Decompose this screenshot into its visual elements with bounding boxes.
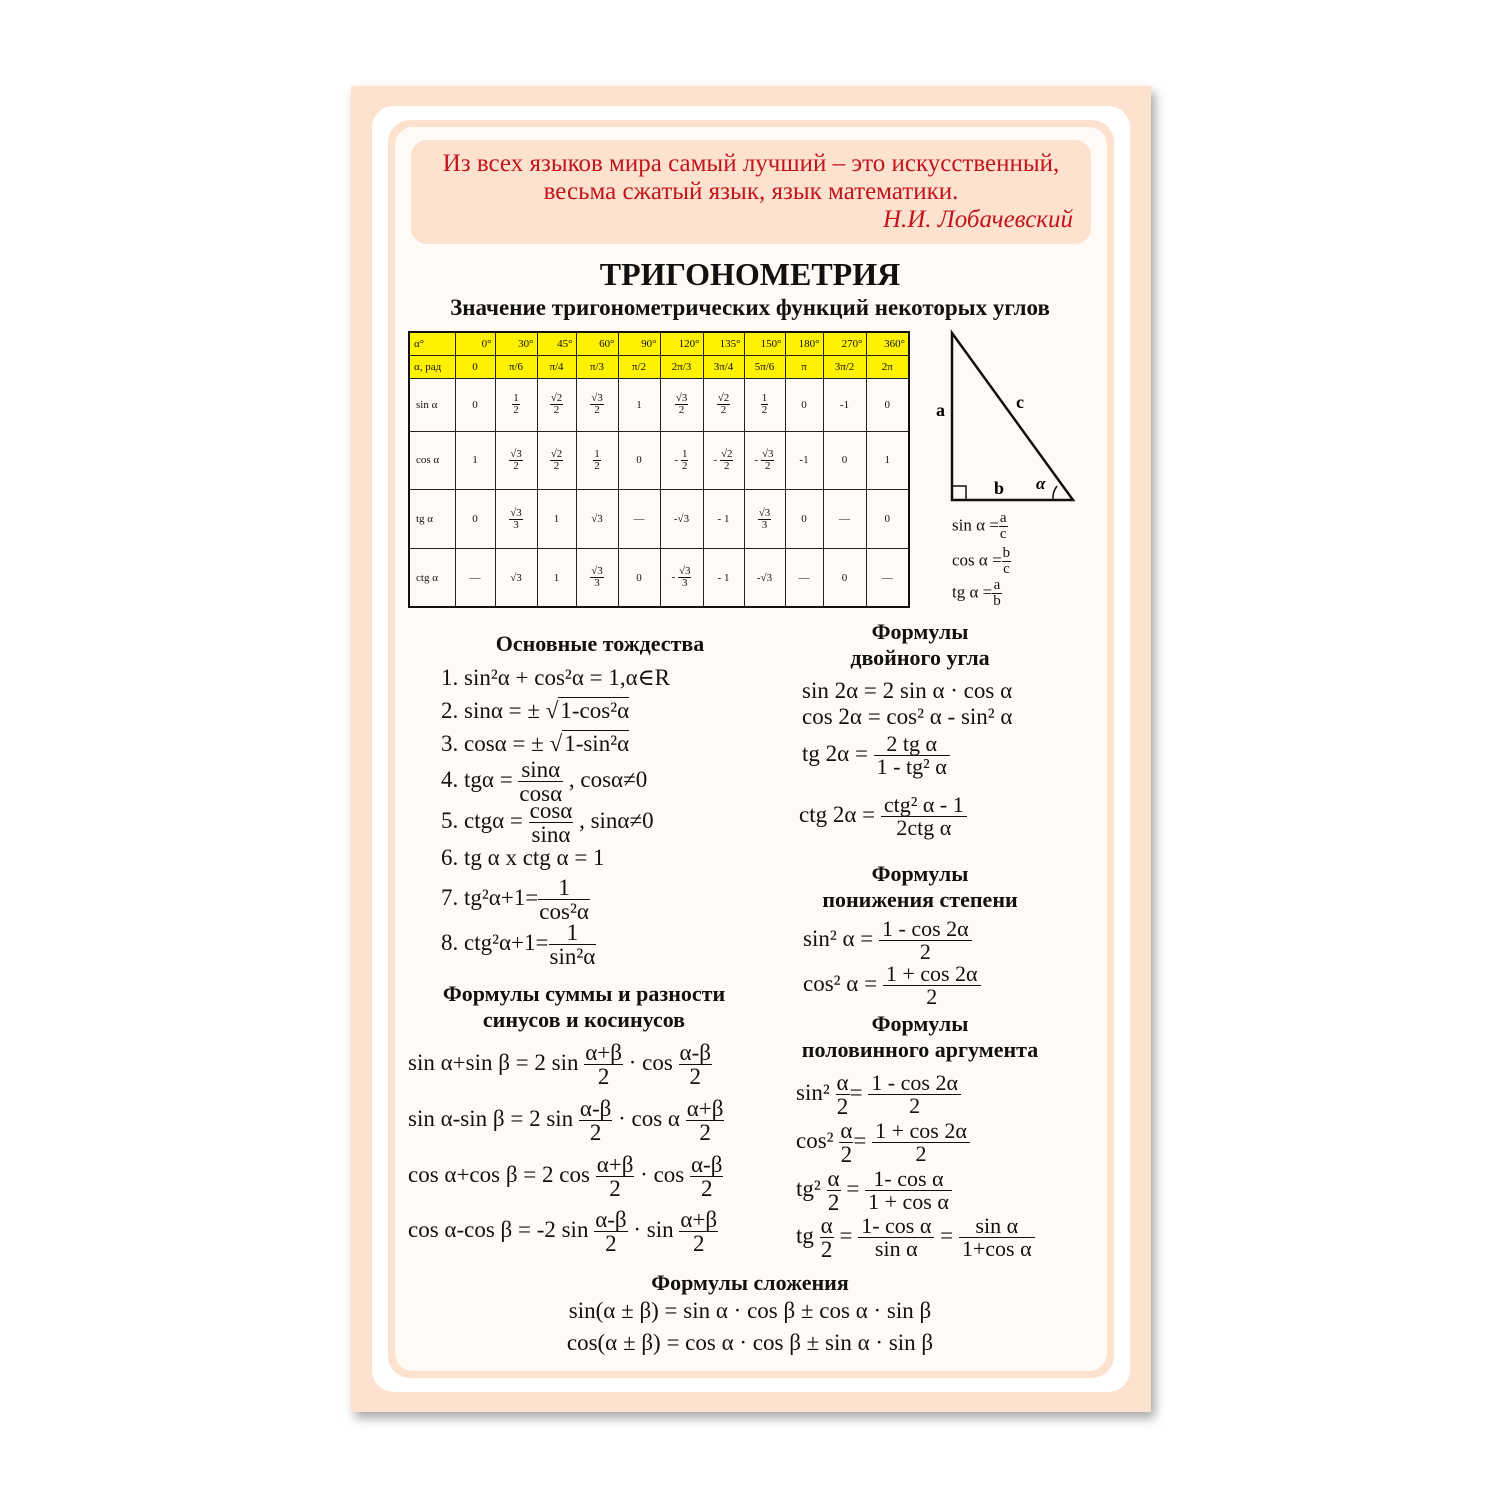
right-triangle-diagram xyxy=(935,326,1085,511)
identity-3-root: 1-sin²α xyxy=(564,731,630,756)
sd3-left: cos α+cos β = 2 cos xyxy=(408,1161,590,1187)
degree-cell: 360° xyxy=(866,332,909,356)
half-tg2-eq: = xyxy=(846,1175,860,1201)
power-reduction-heading-2: понижения степени xyxy=(822,887,1018,912)
sd3-mid: · cos xyxy=(640,1161,685,1187)
side-c-label: c xyxy=(1016,392,1024,412)
table-cell: $\frac{√3}{2}$ xyxy=(576,379,618,431)
identity-5-right: , sinα≠0 xyxy=(579,807,654,833)
table-cell: 0 xyxy=(823,431,866,489)
degree-cell: 30° xyxy=(495,332,537,356)
table-cell: $\frac{1}{2}$ xyxy=(576,431,618,489)
table-cell: — xyxy=(785,549,823,607)
identity-4-right: , cosα≠0 xyxy=(568,766,648,792)
half-sin-num: 1 - cos 2α xyxy=(868,1072,961,1095)
table-cell: - 1 xyxy=(703,489,744,548)
table-cell: - $\frac{√3}{3}$ xyxy=(660,549,703,607)
table-cell: 0 xyxy=(866,379,909,431)
table-cell: 1 xyxy=(618,379,660,431)
table-row-degrees xyxy=(409,332,909,356)
half-cos-num: 1 + cos 2α xyxy=(872,1120,970,1143)
quote-author: Н.И. Лобачевский xyxy=(882,206,1073,233)
identity-7-num: 1 xyxy=(538,876,590,900)
table-cell: 0 xyxy=(455,489,495,548)
table-row-radians xyxy=(409,356,909,379)
def-sin-num: a xyxy=(999,510,1007,526)
double-angle-tg-left: tg 2α = xyxy=(802,740,868,766)
quote-line-2: весьма сжатый язык, язык математики. xyxy=(543,178,959,205)
table-cell: $\frac{√2}{2}$ xyxy=(537,431,576,489)
identity-2-left: 2. sinα = ± xyxy=(441,698,540,723)
table-cell: $\frac{√2}{2}$ xyxy=(537,379,576,431)
double-angle-ctg-left: ctg 2α = xyxy=(799,801,876,827)
radian-cell: 0 xyxy=(455,356,495,379)
table-cell: - $\frac{√2}{2}$ xyxy=(703,431,744,489)
power-reduction-cos-den: 2 xyxy=(926,984,938,1009)
table-cell: 1 xyxy=(866,431,909,489)
identity-7 xyxy=(441,876,590,923)
sum-diff-formula-2 xyxy=(408,1097,724,1144)
sd4-frac-b-den: 2 xyxy=(692,1231,705,1256)
degree-cell: 180° xyxy=(785,332,823,356)
half-tg-den-1: sin α xyxy=(874,1236,918,1261)
table-cell: 1 xyxy=(537,489,576,548)
table-cell: $\frac{√3}{3}$ xyxy=(495,489,537,548)
power-reduction-cos xyxy=(803,963,981,1008)
addition-heading: Формулы сложения xyxy=(651,1270,849,1295)
quote-line-1: Из всех языков мира самый лучший – это искусственный, xyxy=(442,150,1060,177)
table-row xyxy=(409,489,909,548)
identity-8-left: 8. ctg²α+1= xyxy=(441,929,549,955)
sd4-mid: · sin xyxy=(633,1216,674,1242)
half-argument-tg xyxy=(796,1214,1035,1261)
identity-7-den: cos²α xyxy=(539,899,589,924)
half-tg-eq-1: = xyxy=(839,1222,853,1248)
half-tg-den-2: 1+cos α xyxy=(961,1236,1032,1261)
sum-diff-formula-3 xyxy=(408,1153,723,1200)
half-sin-fn: sin² xyxy=(796,1079,830,1105)
degree-cell: 120° xyxy=(660,332,703,356)
half-tg-num-2: sin α xyxy=(959,1215,1035,1238)
angle-arc xyxy=(1053,486,1057,500)
identity-2-root: 1-cos²α xyxy=(560,698,630,723)
double-angle-cos: cos 2α = cos² α - sin² α xyxy=(802,704,1013,729)
identity-5-left: 5. ctgα = xyxy=(441,807,523,833)
radian-cell: π xyxy=(785,356,823,379)
table-cell: - $\frac{1}{2}$ xyxy=(660,431,703,489)
identities-heading: Основные тождества xyxy=(495,631,705,656)
identity-3-left: 3. cosα = ± xyxy=(441,731,544,756)
identity-5 xyxy=(441,799,654,846)
table-cell: $\frac{1}{2}$ xyxy=(495,379,537,431)
table-cell: 0 xyxy=(618,431,660,489)
sd3-frac-a-den: 2 xyxy=(609,1176,621,1201)
half-tg-num-1: 1- cos α xyxy=(858,1215,934,1238)
sd1-frac-a-den: 2 xyxy=(597,1064,610,1089)
half-tg-eq-2: = xyxy=(940,1222,954,1248)
table-cell: 0 xyxy=(866,489,909,548)
degree-cell: 90° xyxy=(618,332,660,356)
table-cell: — xyxy=(823,489,866,548)
page-title: ТРИГОНОМЕТРИЯ xyxy=(599,256,901,292)
table-cell: $\frac{√3}{3}$ xyxy=(576,549,618,607)
power-reduction-cos-left: cos² α = xyxy=(803,970,878,996)
sum-diff-heading-2: синусов и косинусов xyxy=(482,1007,686,1032)
power-reduction-sin-den: 2 xyxy=(919,939,931,964)
radian-cell: 2π xyxy=(866,356,909,379)
half-tg-arg-den: 2 xyxy=(820,1237,833,1262)
degree-cell: 135° xyxy=(703,332,744,356)
table-cell: -1 xyxy=(785,431,823,489)
half-sin-arg-num: α xyxy=(836,1070,849,1095)
double-angle-ctg xyxy=(799,794,967,839)
table-cell: 0 xyxy=(785,379,823,431)
table-cell: - $\frac{√3}{2}$ xyxy=(744,431,785,489)
sd2-frac-b-den: 2 xyxy=(699,1120,711,1145)
sd2-left: sin α-sin β = 2 sin xyxy=(408,1105,574,1131)
half-argument-sin xyxy=(796,1071,961,1118)
identity-1: 1. sin²α + cos²α = 1,α∈R xyxy=(441,665,671,690)
power-reduction-sin-left: sin² α = xyxy=(803,925,874,951)
double-angle-tg xyxy=(802,733,950,778)
radian-cell: π/3 xyxy=(576,356,618,379)
half-cos-den: 2 xyxy=(915,1141,927,1166)
sd3-frac-b-den: 2 xyxy=(700,1176,713,1201)
table-cell: — xyxy=(455,549,495,607)
half-argument-heading-1: Формулы xyxy=(871,1011,969,1036)
identity-8-den: sin²α xyxy=(549,944,596,969)
table-cell: 0 xyxy=(785,489,823,548)
table-cell: 0 xyxy=(455,379,495,431)
table-cell: 0 xyxy=(618,549,660,607)
table-cell: 0 xyxy=(823,549,866,607)
radian-cell: 3π/2 xyxy=(823,356,866,379)
radian-cell: 3π/4 xyxy=(703,356,744,379)
power-reduction-sin xyxy=(803,918,972,963)
quote-box xyxy=(411,140,1091,244)
table-cell: - 1 xyxy=(703,549,744,607)
sd4-frac-a-num: α-β xyxy=(595,1207,627,1232)
table-cell: — xyxy=(618,489,660,548)
half-cos-eq: = xyxy=(853,1127,867,1153)
double-angle-sin: sin 2α = 2 sin α · cos α xyxy=(802,678,1013,703)
identity-4-num: sinα xyxy=(518,758,563,782)
half-tg-fn: tg xyxy=(796,1222,814,1248)
power-reduction-sin-num: 1 - cos 2α xyxy=(879,918,972,941)
function-label: tg α xyxy=(409,489,455,548)
half-tg2-num: 1- cos α xyxy=(865,1168,952,1191)
identity-5-num: cosα xyxy=(529,798,573,823)
half-cos-arg-den: 2 xyxy=(840,1142,853,1167)
function-label: ctg α xyxy=(409,549,455,607)
def-cos-den: c xyxy=(1003,561,1010,577)
sd2-frac-a-num: α-β xyxy=(579,1096,612,1121)
sd4-left: cos α-cos β = -2 sin xyxy=(408,1216,589,1242)
sd2-frac-a-den: 2 xyxy=(589,1120,602,1145)
table-cell: -1 xyxy=(823,379,866,431)
half-tg2-fn: tg² xyxy=(796,1175,821,1201)
side-a-label: a xyxy=(936,400,945,420)
table-cell: √3 xyxy=(576,489,618,548)
identity-3: 3. cosα = ± √1-sin²α xyxy=(441,731,630,756)
table-cell: -√3 xyxy=(744,549,785,607)
table-cell: 1 xyxy=(455,431,495,489)
table-cell: 1 xyxy=(537,549,576,607)
half-argument-tg2 xyxy=(796,1167,952,1214)
table-cell: $\frac{1}{2}$ xyxy=(744,379,785,431)
table-subtitle: Значение тригонометрических функций некоторых углов xyxy=(450,295,1050,320)
triangle-shape xyxy=(952,333,1073,500)
identity-7-left: 7. tg²α+1= xyxy=(441,884,539,910)
def-tg-left: tg α = xyxy=(952,582,993,602)
double-angle-ctg-num: ctg² α - 1 xyxy=(881,794,967,817)
sd1-left: sin α+sin β = 2 sin xyxy=(408,1049,579,1075)
power-reduction-heading-1: Формулы xyxy=(871,861,969,886)
def-cos-left: cos α = xyxy=(952,550,1002,570)
degree-cell: 0° xyxy=(455,332,495,356)
def-tg-num: a xyxy=(993,577,1001,593)
degree-cell: 60° xyxy=(576,332,618,356)
power-reduction-cos-num: 1 + cos 2α xyxy=(883,963,981,986)
half-argument-cos xyxy=(796,1119,970,1166)
half-tg2-arg-den: 2 xyxy=(827,1190,840,1215)
degrees-header: α° xyxy=(409,332,455,356)
addition-cos: cos(α ± β) = cos α · cos β ± sin α · sin β xyxy=(566,1330,934,1355)
table-cell: √3 xyxy=(495,549,537,607)
radian-cell: π/6 xyxy=(495,356,537,379)
half-tg2-den: 1 + cos α xyxy=(868,1189,949,1214)
angle-alpha-label: α xyxy=(1036,474,1046,493)
radian-cell: 2π/3 xyxy=(660,356,703,379)
def-tg xyxy=(952,578,1002,609)
half-argument-heading-2: половинного аргумента xyxy=(801,1037,1039,1062)
identity-5-den: sinα xyxy=(531,822,571,847)
radians-header: α, рад xyxy=(409,356,455,379)
radian-cell: π/4 xyxy=(537,356,576,379)
identity-4-den: cosα xyxy=(519,781,563,806)
half-cos-arg-num: α xyxy=(840,1118,853,1143)
radian-cell: π/2 xyxy=(618,356,660,379)
def-sin-den: c xyxy=(999,526,1007,542)
sd1-frac-b-num: α-β xyxy=(679,1040,711,1065)
def-sin-left: sin α = xyxy=(952,515,999,535)
sd1-frac-a-num: α+β xyxy=(585,1040,622,1065)
right-angle-mark xyxy=(952,486,966,500)
sd2-mid: · cos α xyxy=(618,1105,680,1131)
sd1-frac-b-den: 2 xyxy=(689,1064,701,1089)
half-tg-arg-num: α xyxy=(820,1213,833,1238)
identity-8-num: 1 xyxy=(549,921,597,945)
double-angle-ctg-den: 2ctg α xyxy=(896,815,952,840)
degree-cell: 150° xyxy=(744,332,785,356)
trig-values-table xyxy=(408,331,910,608)
function-label: sin α xyxy=(409,379,455,431)
radian-cell: 5π/6 xyxy=(744,356,785,379)
def-cos-num: b xyxy=(1002,545,1011,561)
table-cell: $\frac{√3}{3}$ xyxy=(744,489,785,548)
sd3-frac-a-num: α+β xyxy=(596,1152,634,1177)
side-b-label: b xyxy=(994,478,1005,498)
table-row xyxy=(409,379,909,431)
identity-6: 6. tg α x ctg α = 1 xyxy=(441,845,605,870)
double-angle-heading-1: Формулы xyxy=(871,619,969,644)
double-angle-tg-num: 2 tg α xyxy=(874,733,950,756)
double-angle-tg-den: 1 - tg² α xyxy=(876,754,947,779)
half-sin-arg-den: 2 xyxy=(836,1094,849,1119)
def-tg-den: b xyxy=(993,593,1001,609)
double-angle-heading-2: двойного угла xyxy=(850,645,990,670)
table-cell: $\frac{√2}{2}$ xyxy=(703,379,744,431)
sd1-mid: · cos xyxy=(628,1049,673,1075)
half-sin-eq: = xyxy=(849,1079,863,1105)
degree-cell: 270° xyxy=(823,332,866,356)
sd4-frac-a-den: 2 xyxy=(605,1231,617,1256)
table-cell: $\frac{√3}{2}$ xyxy=(660,379,703,431)
table-cell: -√3 xyxy=(660,489,703,548)
identity-2: 2. sinα = ± √1-cos²α xyxy=(441,698,630,723)
sum-diff-heading-1: Формулы суммы и разности xyxy=(442,981,726,1006)
sum-diff-formula-4 xyxy=(408,1208,718,1255)
half-sin-den: 2 xyxy=(909,1093,921,1118)
table-row xyxy=(409,549,909,607)
table-row xyxy=(409,431,909,489)
degree-cell: 45° xyxy=(537,332,576,356)
def-sin xyxy=(952,511,1008,542)
sd2-frac-b-num: α+β xyxy=(686,1096,724,1121)
sd3-frac-b-num: α-β xyxy=(691,1152,723,1177)
identity-8 xyxy=(441,921,596,968)
table-cell: — xyxy=(866,549,909,607)
half-tg2-arg-num: α xyxy=(827,1166,840,1191)
def-cos xyxy=(952,546,1011,577)
sd4-frac-b-num: α+β xyxy=(680,1207,718,1232)
sum-diff-formula-1 xyxy=(408,1041,712,1088)
table-cell: $\frac{√3}{2}$ xyxy=(495,431,537,489)
addition-sin: sin(α ± β) = sin α · cos β ± cos α · sin β xyxy=(568,1298,932,1323)
function-label: cos α xyxy=(409,431,455,489)
identity-4-left: 4. tgα = xyxy=(441,766,513,792)
half-cos-fn: cos² xyxy=(796,1127,834,1153)
